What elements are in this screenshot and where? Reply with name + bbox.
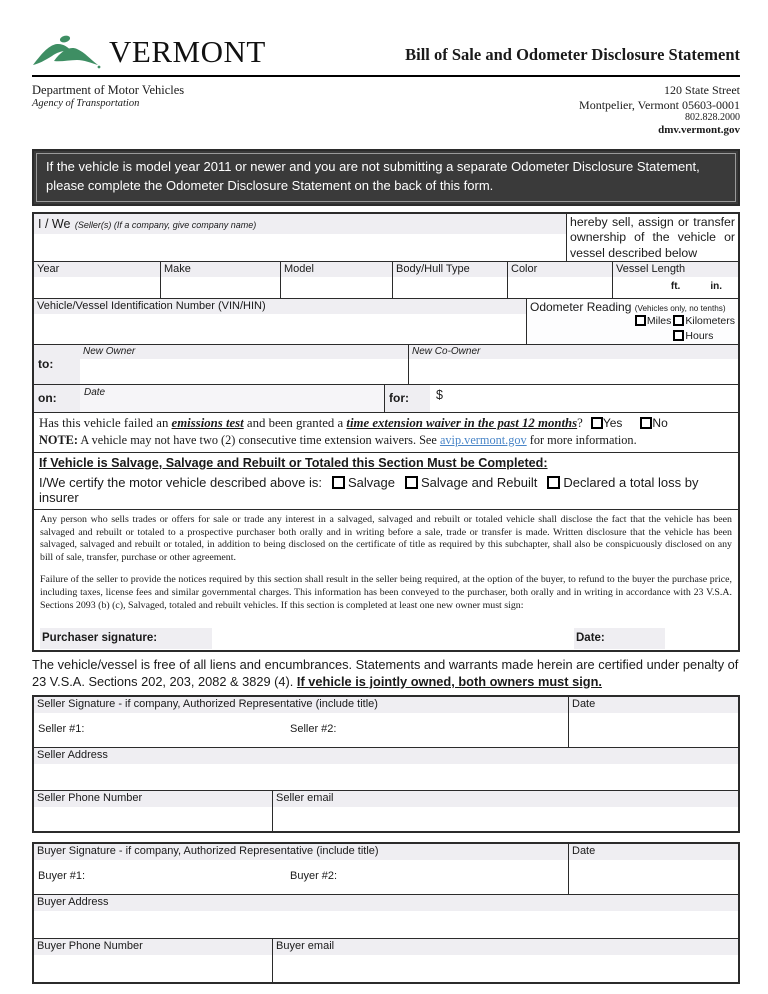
seller-name-row: [34, 214, 738, 261]
emissions-yes-checkbox[interactable]: [591, 417, 603, 429]
iwe-label: I / We: [38, 216, 71, 231]
buyer1-field[interactable]: Buyer #1:: [38, 869, 86, 882]
seller-name-field[interactable]: [34, 214, 566, 261]
waiver-emphasis: time extension waiver in the past 12 months: [346, 415, 578, 430]
miles-label: Miles: [646, 314, 672, 327]
vessel-length-label: Vessel Length: [613, 262, 738, 277]
salvage-paragraph-2: Failure of the seller to provide the notices required by this section shall result in the seller being required, at the option of the buyer, to refund to the buyer the purchase price, including taxes, license fees and similar governmental charges. This information has been conveyed to the purchaser, both orally and in writing in accordance with 23 V.S.A. Sections 2093 (b) (c), Salvaged, totaled and rebuilt vehicles. If this section is completed at least one new owner must sign:: [40, 574, 732, 611]
jointly-owned-emphasis: If vehicle is jointly owned, both owners must sign.: [296, 673, 602, 689]
seller-email-field[interactable]: [272, 791, 738, 831]
total-loss-checkbox[interactable]: [547, 476, 560, 489]
salvage-section: [34, 452, 738, 509]
department-block: [32, 83, 184, 139]
seller-signature-row: [34, 697, 738, 747]
odometer-hint: (Vehicles only, no tenths): [634, 303, 726, 313]
odometer-field[interactable]: [526, 299, 738, 344]
seller-date-field[interactable]: [568, 697, 738, 747]
address-city: Montpelier, Vermont 05603-0001: [579, 97, 740, 112]
new-co-owner-label: New Co-Owner: [409, 345, 738, 359]
seller-name-label-strip: [34, 214, 566, 234]
date-price-row: [34, 384, 738, 412]
purchaser-signature-row: [40, 628, 732, 648]
notice-banner-text: If the vehicle is model year 2011 or newer and you are not submitting a separate Odometer Disclosure Statement, please complete the Odometer Disclosure Statement on the back of this form.: [36, 153, 736, 202]
color-label: Color: [508, 262, 612, 277]
department-name: Department of Motor Vehicles: [32, 83, 185, 97]
salvage-certify-line: [39, 475, 733, 505]
buyer-address-field[interactable]: [34, 894, 738, 938]
certify-text: I/We certify the motor vehicle described above is:: [39, 474, 322, 490]
emissions-test-emphasis: emissions test: [171, 415, 244, 430]
buyer-date-field[interactable]: [568, 844, 738, 894]
salvage-paragraph-1: Any person who sells trades or offers for sale or trade any interest in a salvaged, salvaged and rebuilt or totaled vehicle shall disclose the fact that the vehicle has been salvaged and rebuilt or totaled to a prospective purchaser both orally and in writing before a sale, trade or transfer is made. Written disclosure that the vehicle has been salvaged, salvaged and rebuilt or totaled, in addition to being disclosed on the certificate of title as required by this subchapter, shall also be conspicuously disclosed on any bill of sale, transfer, purchase or other agreement.: [40, 513, 732, 564]
on-label: on:: [34, 385, 80, 412]
year-field[interactable]: [34, 262, 160, 298]
seller-address-field[interactable]: [34, 747, 738, 790]
buyer-signature-header: Buyer Signature - if company, Authorized Representative (include title): [34, 844, 568, 859]
buyer-date-label: Date: [569, 844, 738, 859]
purchaser-signature-field[interactable]: Purchaser signature:: [40, 628, 212, 649]
note-label: NOTE:: [39, 432, 78, 447]
salvage-checkbox[interactable]: [332, 476, 345, 489]
buyer-phone-field[interactable]: [34, 939, 272, 982]
buyer-signature-row: [34, 844, 738, 894]
seller-address-label: Seller Address: [34, 748, 738, 763]
salvage-rebuilt-option-label: Salvage and Rebuilt: [420, 474, 538, 490]
salvage-option-label: Salvage: [348, 474, 395, 490]
buyer-signature-field[interactable]: [34, 844, 568, 894]
miles-option: [635, 314, 672, 344]
vin-field[interactable]: [34, 299, 526, 344]
total-loss-option-label: Declared a total loss by insurer: [39, 474, 699, 505]
buyer-address-label: Buyer Address: [34, 895, 738, 910]
seller-signature-header: Seller Signature - if company, Authorized Representative (include title): [34, 697, 568, 712]
body-hull-type-field[interactable]: [392, 262, 507, 298]
avip-link[interactable]: avip.vermont.gov: [439, 432, 527, 447]
seller-email-label: Seller email: [273, 791, 738, 806]
to-label: to:: [34, 345, 80, 384]
body-hull-type-label: Body/Hull Type: [393, 262, 507, 277]
header: [32, 28, 740, 72]
buyer-phone-label: Buyer Phone Number: [34, 939, 272, 954]
address-phone: 802.828.2000: [685, 112, 740, 124]
miles-checkbox[interactable]: [635, 315, 646, 326]
seller-phone-label: Seller Phone Number: [34, 791, 272, 806]
hereby-text: hereby sell, assign or transfer ownership of the vehicle or vessel described below: [566, 214, 738, 261]
new-co-owner-field[interactable]: [408, 345, 738, 384]
seller-contact-row: [34, 790, 738, 831]
header-divider: [32, 75, 740, 77]
address-street: 120 State Street: [664, 83, 740, 97]
vermont-logo: [32, 32, 266, 72]
model-label: Model: [281, 262, 392, 277]
km-hours-options: [673, 314, 735, 344]
new-owner-field[interactable]: [80, 345, 408, 384]
notice-banner: [32, 149, 740, 206]
salvage-heading: If Vehicle is Salvage, Salvage and Rebuilt or Totaled this Section Must be Completed:: [39, 455, 548, 470]
kilometers-checkbox[interactable]: [673, 315, 684, 326]
vehicle-details-row: [34, 261, 738, 298]
agency-name: Agency of Transportation: [32, 98, 140, 109]
sale-date-field[interactable]: Date: [80, 385, 384, 412]
vehicle-sale-table: [32, 212, 740, 652]
seller-phone-field[interactable]: [34, 791, 272, 831]
seller-date-label: Date: [569, 697, 738, 712]
seller-signature-table: [32, 695, 740, 833]
seller1-field[interactable]: Seller #1:: [38, 722, 85, 735]
hours-option: [673, 329, 735, 344]
make-label: Make: [161, 262, 280, 277]
inches-label: in.: [710, 280, 722, 292]
for-label: for:: [384, 385, 430, 412]
emissions-no-checkbox[interactable]: [640, 417, 652, 429]
buyer-email-label: Buyer email: [273, 939, 738, 954]
model-field[interactable]: [280, 262, 392, 298]
vessel-length-units: [613, 277, 738, 292]
no-label: No: [652, 415, 668, 430]
new-owner-row: [34, 344, 738, 384]
seller-signature-field[interactable]: [34, 697, 568, 747]
new-owner-label: New Owner: [80, 345, 408, 359]
year-label: Year: [34, 262, 160, 277]
emissions-note: NOTE: A vehicle may not have two (2) consecutive time extension waivers. See avip.vermont.gov for more information.: [39, 432, 637, 447]
odometer-label: Odometer Reading (Vehicles only, no tenths): [530, 299, 726, 314]
hours-checkbox[interactable]: [673, 330, 684, 341]
logo-wordmark: VERMONT: [109, 34, 266, 70]
address-block: [579, 83, 740, 139]
emissions-row: [34, 412, 738, 452]
vin-label: Vehicle/Vessel Identification Number (VIN/HIN): [34, 299, 526, 314]
feet-label: ft.: [670, 280, 681, 292]
kilometers-option: [673, 314, 735, 329]
address-website[interactable]: dmv.vermont.gov: [658, 124, 740, 137]
buyer-signature-table: [32, 842, 740, 984]
purchaser-date-field[interactable]: Date:: [574, 628, 665, 649]
yes-label: Yes: [602, 415, 623, 430]
sale-price-field[interactable]: $: [430, 385, 738, 412]
emissions-question: Has this vehicle failed an emissions test and been granted a time extension waiver in the past 12 months? Yes No: [39, 415, 668, 430]
kilometers-label: Kilometers: [685, 314, 735, 327]
vessel-length-field[interactable]: [612, 262, 738, 298]
buyer2-field[interactable]: Buyer #2:: [290, 869, 338, 882]
odometer-units: [530, 314, 735, 344]
subheader: [32, 83, 740, 139]
iwe-hint: (Seller(s) (If a company, give company name): [74, 219, 257, 230]
green-mountains-icon: [32, 32, 106, 72]
hours-label: Hours: [685, 329, 714, 342]
buyer-email-field[interactable]: [272, 939, 738, 982]
vin-odometer-row: [34, 298, 738, 344]
make-field[interactable]: [160, 262, 280, 298]
liens-statement: The vehicle/vessel is free of all liens and encumbrances. Statements and warrants made herein are certified under penalty of 23 V.S.A. Sections 202, 203, 2082 & 3829 (4). If vehicle is jointly owned, both owners must sign.: [32, 656, 739, 689]
salvage-fine-print: [34, 509, 738, 650]
salvage-rebuilt-checkbox[interactable]: [405, 476, 418, 489]
form-title: Bill of Sale and Odometer Disclosure Statement: [405, 45, 740, 64]
buyer-contact-row: [34, 938, 738, 982]
seller2-field[interactable]: Seller #2:: [290, 722, 337, 735]
color-field[interactable]: [507, 262, 612, 298]
